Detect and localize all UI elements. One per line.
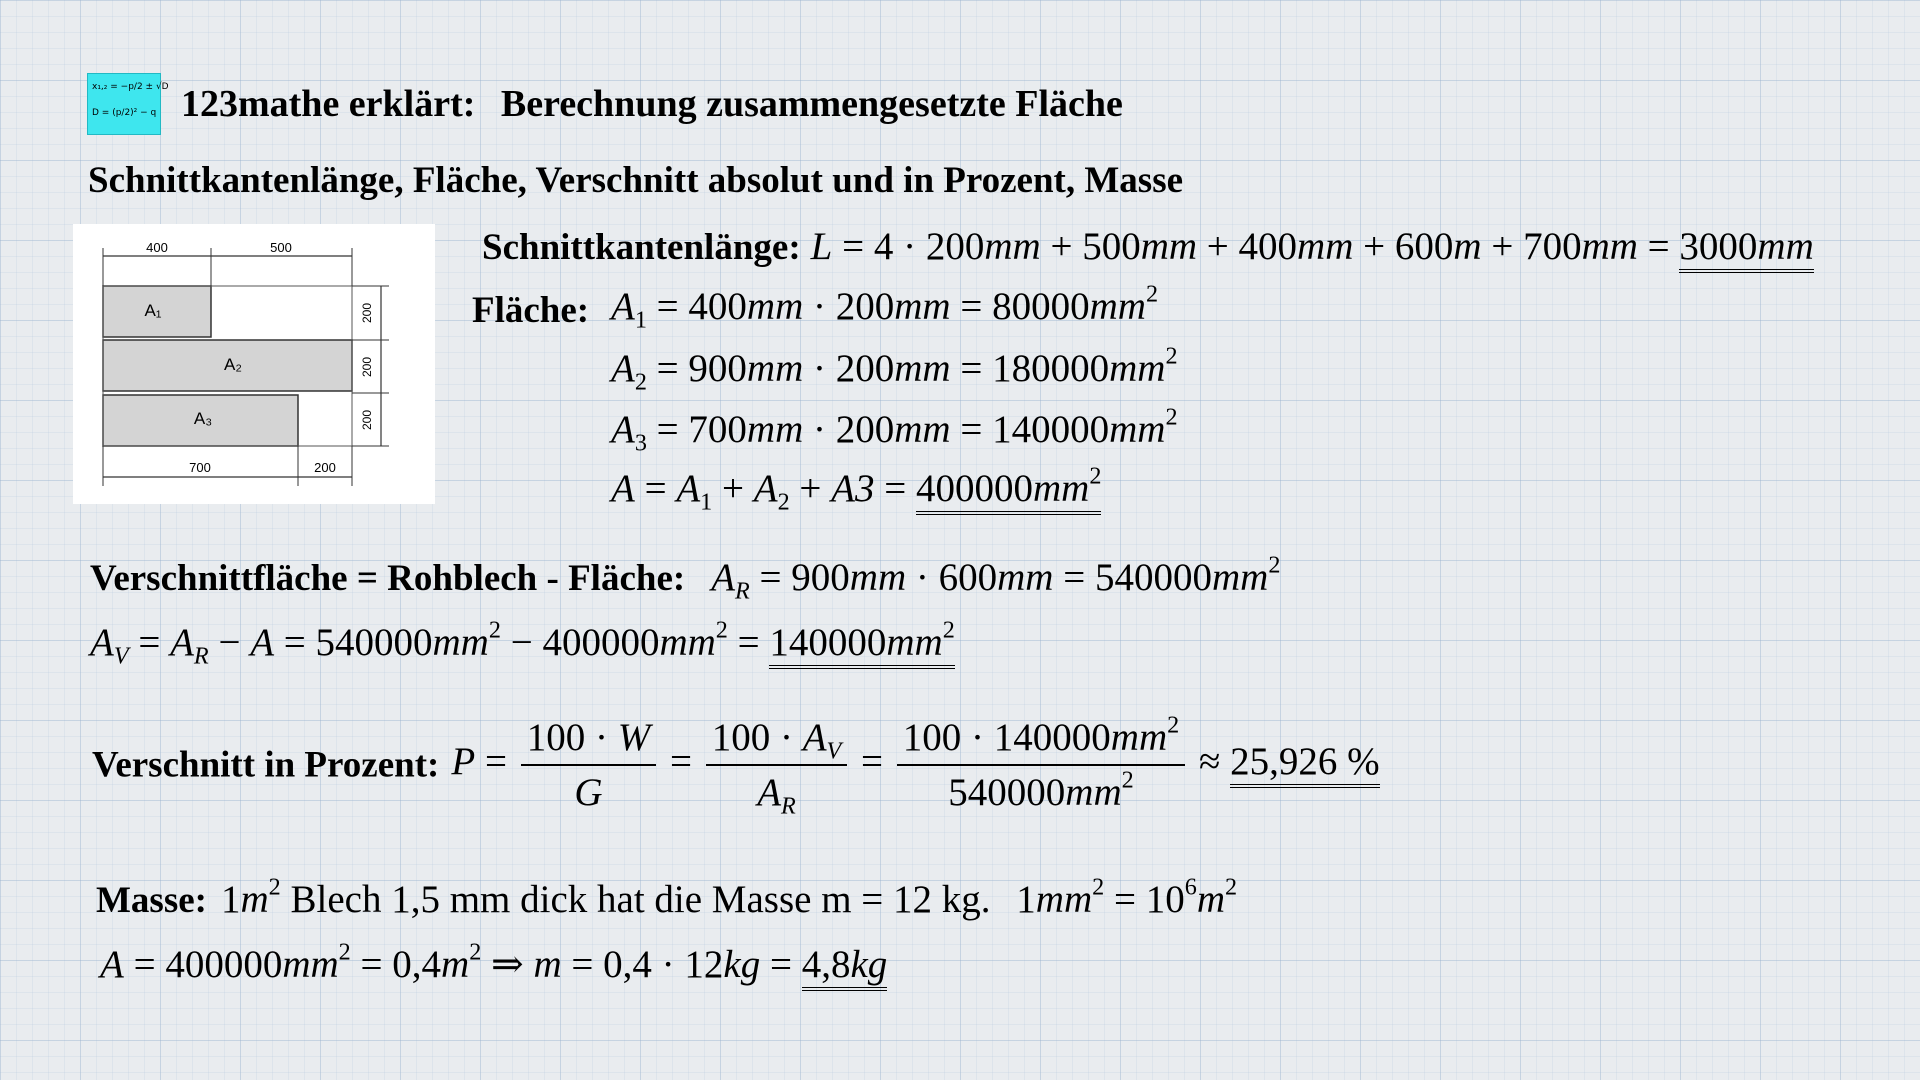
title-text: Berechnung zusammengesetzte Fläche [500,83,1123,125]
diagram-svg [73,224,435,504]
masse-statement: $1m^2$ Blech 1,5 mm dick hat die Masse m = 12 kg. $1mm^2 = 10^6m^2$ [220,873,1238,921]
logo [87,73,169,135]
dim-top-500: 500 [270,240,292,255]
prozent-result: 25,926 % [1230,740,1380,788]
dim-side-2: 200 [360,356,374,378]
sheet-diagram [73,224,435,504]
schnittkante-result: 3000mm [1679,225,1813,273]
av-result: $140000mm^2$ [769,621,954,669]
a1-equation: $A_1 = 400mm \cdot 200mm = 80000mm^2$ [611,280,1159,334]
prozent-line [92,711,1380,820]
masse-sentence: Blech 1,5 mm dick hat die Masse m = 12 kg. [290,878,991,921]
flaeche-label: Fläche: [472,290,590,331]
masse-calc: $A = 400000mm^2 = 0,4m^2$ ⇒ m = 0,4 · 12kg = 4,8kg [100,942,887,987]
logo-formula-2: D = (p/2)² − q [92,108,157,118]
masse-line [96,873,1238,922]
dim-bottom-700: 700 [189,460,211,475]
fraction-2: $\frac{100 \cdot A_V}{A_R}$ [706,715,848,815]
logo-formula-1: x₁,₂ = −p/2 ± √D [92,82,169,92]
a-total-equation: $A = A_1 + A_2 + A3 = 400000mm^2$ [611,462,1102,516]
dim-top-400: 400 [146,240,168,255]
a2-equation: $A_2 = 900mm \cdot 200mm = 180000mm^2$ [611,342,1178,396]
ar-equation: $A_R = 900mm \cdot 600mm = 540000mm^2$ [711,551,1281,605]
dim-side-3: 200 [360,409,374,431]
verschnitt-label: Verschnittfläche = Rohblech - Fläche: [90,558,686,599]
dim-bottom-200: 200 [314,460,336,475]
schnittkante-formula: L = 4 · 200mm + 500mm + 400mm + 600m + 700mm = 3000mm [811,225,1814,268]
page-title [181,82,1123,126]
schnittkante-label: Schnittkantenlänge: [482,227,801,268]
label-a1: A₁ [144,301,162,320]
verschnitt-line [90,551,1281,605]
fraction-1: $\frac{100 \cdot W}{G}$ [521,715,657,815]
a-total-result: $400000mm^2$ [916,467,1101,515]
dim-side-1: 200 [360,302,374,324]
prozent-formula: P = $\frac{100 \cdot W}{G}$ = $\frac{100 \cdot A_V}{A_R}$ = $\frac{100 \cdot 140000mm^2}{540000mm^2}$ ≈ 25,926 % [451,711,1380,820]
brand-label: 123mathe erklärt: [181,83,476,125]
masse-label: Masse: [96,880,207,921]
schnittkante-line [482,224,1814,269]
fraction-3: $\frac{100 \cdot 140000mm^2}{540000mm^2}$ [897,715,1185,815]
av-equation: $A_V = A_R - A = 540000mm^2 - 400000mm^2 = 140000mm^2$ [90,616,955,670]
label-a2: A₂ [224,355,242,374]
label-a3: A₃ [193,409,213,428]
prozent-label: Verschnitt in Prozent: [92,744,440,786]
a3-equation: $A_3 = 700mm \cdot 200mm = 140000mm^2$ [611,403,1178,457]
masse-result: 4,8kg [802,943,888,991]
subtitle: Schnittkantenlänge, Fläche, Verschnitt absolut und in Prozent, Masse [88,160,1184,201]
